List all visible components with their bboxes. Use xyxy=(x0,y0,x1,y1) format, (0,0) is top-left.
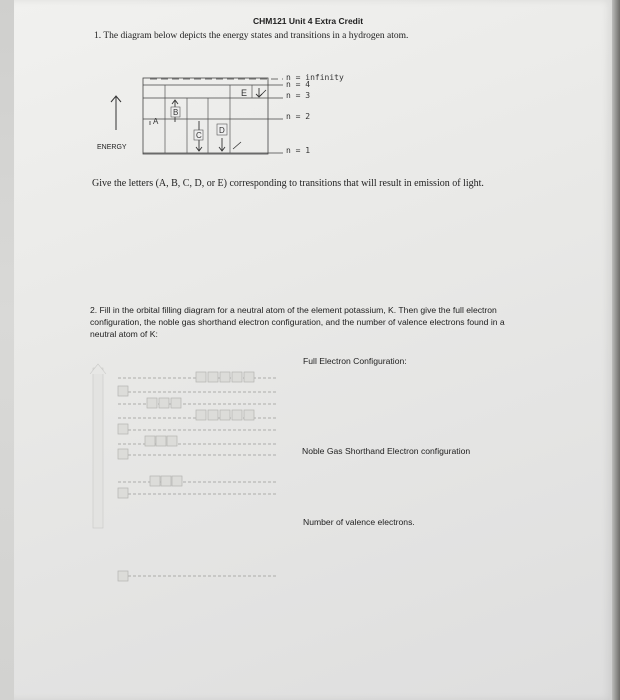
transition-label-c: C xyxy=(196,131,202,140)
orbital-box-3d xyxy=(244,410,254,420)
orbital-box-4d xyxy=(220,372,230,382)
orbital-box-3d xyxy=(232,410,242,420)
orbital-box-2s xyxy=(118,488,128,498)
transition-label-e: E xyxy=(241,88,248,98)
orbital-box-4d xyxy=(232,372,242,382)
transition-label-b: B xyxy=(173,108,179,117)
orbital-energy-axis xyxy=(93,368,103,528)
worksheet-title: CHM121 Unit 4 Extra Credit xyxy=(253,16,364,26)
orbital-box-2p xyxy=(161,476,171,486)
orbital-box-4s xyxy=(118,424,128,434)
energy-axis-label: ENERGY xyxy=(97,144,127,151)
question-2-prompt: 2. Fill in the orbital filling diagram for a neutral atom of the element potassium, K. Then give the full electron configuration, the noble gas shorthand electron configuration, and the number of valence electrons found in a neutral atom of K: xyxy=(90,305,505,339)
label-n-3: n = 3 xyxy=(286,91,311,100)
question-1-prompt: 1. The diagram below depicts the energy states and transitions in a hydrogen atom. xyxy=(94,31,409,41)
orbital-box-5s xyxy=(118,386,128,396)
orbital-box-2p xyxy=(150,476,160,486)
valence-label: Number of valence electrons. xyxy=(303,517,415,527)
label-n-infinity: n = infinity xyxy=(286,73,344,82)
orbital-box-4d xyxy=(196,372,206,382)
orbital-box-4p xyxy=(147,398,157,408)
transition-label-a: A xyxy=(153,117,159,126)
label-n-2: n = 2 xyxy=(286,112,311,121)
orbital-box-2p xyxy=(172,476,182,486)
orbital-box-3p xyxy=(145,436,155,446)
transition-label-d: D xyxy=(219,126,225,135)
label-n-4: n = 4 xyxy=(286,80,311,89)
noble-gas-label: Noble Gas Shorthand Electron configuration xyxy=(302,446,471,456)
orbital-box-4p xyxy=(171,398,181,408)
orbital-box-4d xyxy=(208,372,218,382)
orbital-box-4p xyxy=(159,398,169,408)
orbital-box-4d xyxy=(244,372,254,382)
orbital-box-1s xyxy=(118,571,128,581)
full-config-label: Full Electron Configuration: xyxy=(303,356,407,366)
orbital-box-3p xyxy=(167,436,177,446)
orbital-box-3d xyxy=(220,410,230,420)
question-1-followup: Give the letters (A, B, C, D, or E) corresponding to transitions that will result in emission of light. xyxy=(92,178,484,189)
orbital-box-3p xyxy=(156,436,166,446)
orbital-energy-arrowhead-icon xyxy=(90,364,106,374)
orbital-box-3s xyxy=(118,449,128,459)
label-n-1: n = 1 xyxy=(286,146,311,155)
orbital-box-3d xyxy=(208,410,218,420)
orbital-box-3d xyxy=(196,410,206,420)
